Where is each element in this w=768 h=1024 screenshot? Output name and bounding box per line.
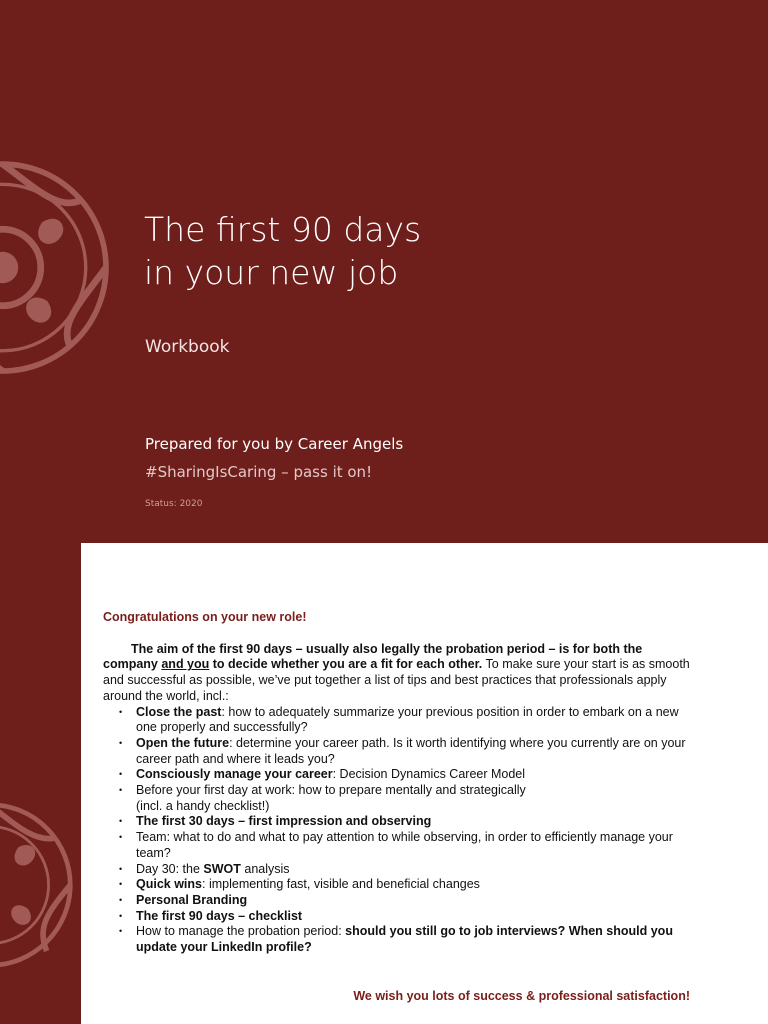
list-item-text: : Decision Dynamics Career Model [332,767,526,782]
list-item-bold: Close the past [136,704,222,719]
list-item [136,705,698,736]
list-item [136,909,698,925]
list-item [136,924,698,955]
ornament-medallion-bottom [0,790,75,980]
cover-prepared-by: Prepared for you by Career Angels [145,435,404,453]
list-item [136,830,698,861]
intro-rest: To make sure your start is as smooth and successful as possible, we’ve put together a list of tips and best practices that professionals apply around the world, incl.: [103,657,690,703]
intro-bold-b: to decide whether you are a fit for each other. [209,657,483,672]
list-item-text: Before your first day at work: how to prepare mentally and strategically [136,783,526,798]
list-item-text: : how to adequately summarize your previous position in order to embark on a new one properly and successfully? [136,704,679,735]
list-item-bold: SWOT [203,861,241,876]
list-item-bold: should you still go to job interviews? When should you update your LinkedIn profile? [136,924,673,955]
list-item [136,783,698,814]
list-item [136,767,698,783]
tips-list [103,705,698,956]
document-body [103,610,698,956]
document-heading: Congratulations on your new role! [103,610,307,624]
cover-title [144,208,421,294]
list-item-bold: Personal Branding [136,892,248,907]
list-item [136,814,698,830]
list-item-bold: The first 90 days – checklist [136,908,303,923]
ornament-medallion-top [0,155,115,380]
list-item [136,736,698,767]
intro-bold-a: The aim of the first 90 days – usually also legally the probation period – is for both the company [103,641,643,672]
list-item [136,862,698,878]
list-item-text: : implementing fast, visible and beneficial changes [202,877,480,892]
cover-status: Status: 2020 [145,499,203,509]
cover-title-line2: in your new job [144,253,399,292]
cover-subtitle: Workbook [145,337,230,357]
intro-underline: and you [161,657,210,672]
intro-paragraph [103,642,698,705]
cover-title-line1: The first 90 days [144,210,422,249]
closing-line: We wish you lots of success & professional satisfaction! [353,989,690,1003]
list-item-text-line2: (incl. a handy checklist!) [136,798,270,813]
list-item-text: Team: what to do and what to pay attention to while observing, in order to efficiently manage your team? [136,830,673,860]
list-item-bold: The first 30 days – first impression and observing [136,814,432,829]
list-item-bold: Quick wins [136,877,202,892]
list-item [136,877,698,893]
list-item-text: : determine your career path. Is it worth identifying where you currently are on your career path and where it leads you? [136,735,686,766]
list-item-text: How to manage the probation period: [136,924,346,939]
list-item-bold: Consciously manage your career [136,767,333,782]
list-item-text-tail: analysis [240,861,290,876]
list-item-text: Day 30: the [136,861,204,876]
cover-hashtag: #SharingIsCaring – pass it on! [145,463,373,481]
list-item [136,893,698,909]
list-item-bold: Open the future [136,735,230,750]
